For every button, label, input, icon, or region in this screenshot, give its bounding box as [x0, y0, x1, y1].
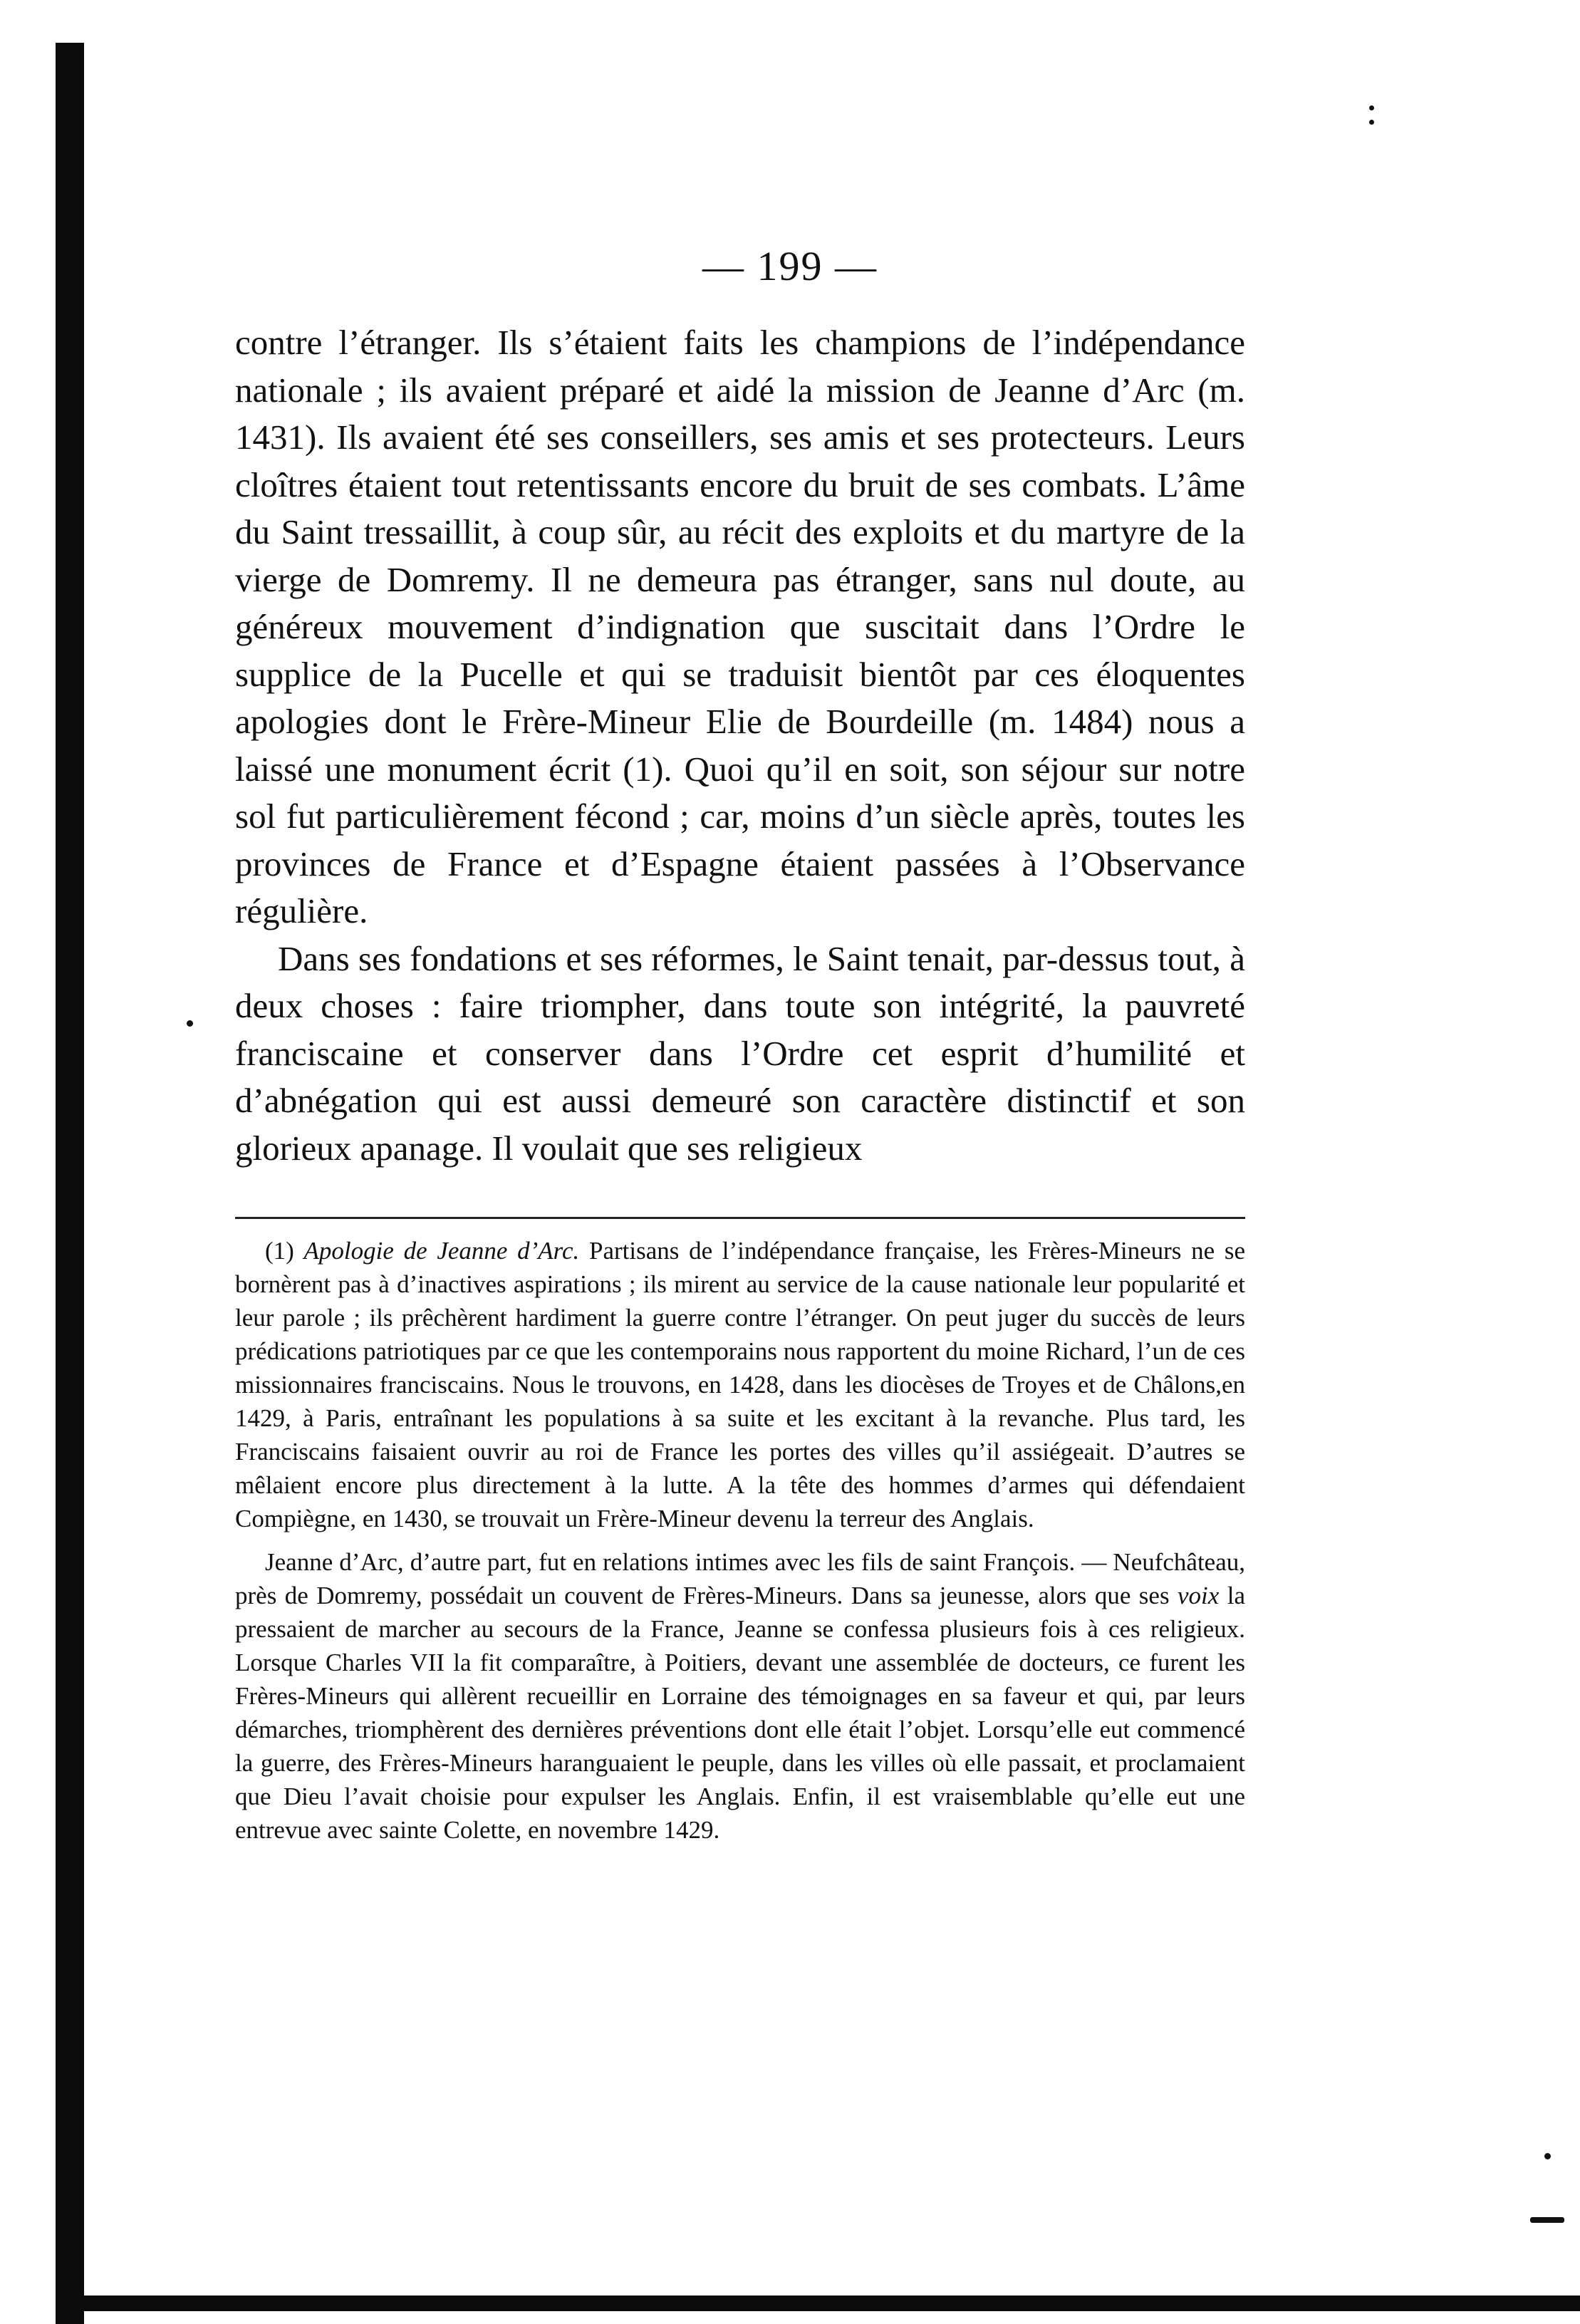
scan-speck [1544, 2153, 1551, 2159]
footnote-1 [235, 1234, 1245, 1535]
body-paragraph: Dans ses fondations et ses réformes, le Saint tenait, par-dessus tout, à deux choses : faire triompher, dans toute son intégrité, la pauvreté franciscaine et conserver dans l’Ordre cet esprit d’humilité et d’abnégation qui est aussi demeuré son caractère distinctif et son glorieux apanage. Il voulait que ses religieux [235, 938, 1245, 1168]
footnotes [235, 1234, 1245, 1847]
footnote-title: Apologie de Jeanne d’Arc. [303, 1237, 580, 1265]
scan-margin-left [56, 43, 84, 2324]
scan-margin-bottom [56, 2296, 1580, 2311]
footnote-text: la pressaient de marcher au secours de la France, Jeanne se confessa plusieurs fois à ces religieux. Lorsque Charles VII la fit comparaître, à Poitiers, devant une assemblée de docteurs, ce furent les Frères-Mineurs qui allèrent recueillir en Lorraine des témoignages en sa faveur et qui, par leurs démarches, triomphèrent des dernières préventions dont elle était l’objet. Lorsqu’elle eut commencé la guerre, des Frères-Mineurs haranguaient le peuple, dans les villes où elle passait, et proclamaient que Dieu l’avait choisie pour expulser les Anglais. Enfin, il est vraisemblable qu’elle eut une entrevue avec sainte Colette, en novembre 1429. [235, 1582, 1245, 1844]
footnote-ref: (1) [265, 1237, 294, 1265]
footnote-text: Jeanne d’Arc, d’autre part, fut en relations intimes avec les fils de saint François. — Neufchâteau, près de Domremy, possédait un couvent de Frères-Mineurs. Dans sa jeunesse, alors que ses [235, 1548, 1245, 1609]
scan-speck [1369, 120, 1374, 125]
scan-speck [1369, 105, 1374, 110]
footnote-text: Partisans de l’indépendance française, les Frères-Mineurs ne se bornèrent pas à d’inactives aspirations ; ils mirent au service de la cause nationale leur popularité et leur parole ; ils prêchèrent hardiment la guerre contre l’étranger. On peut juger du succès de leurs prédications patriotiques par ce que les contemporains nous rapportent du moine Richard, l’un de ces missionnaires franciscains. Nous le trouvons, en 1428, dans les diocèses de Troyes et de Châlons,en 1429, à Paris, entraînant les populations à sa suite et les excitant à la revanche. Plus tard, les Franciscains faisaient ouvrir au roi de France les portes des villes qu’il assiégeait. D’autres se mêlaient encore plus directement à la lutte. A la tête des hommes d’armes qui défendaient Compiègne, en 1430, se trouvait un Frère-Mineur devenu la terreur des Anglais. [235, 1237, 1245, 1532]
footnote-emphasis: voix [1178, 1582, 1220, 1609]
scan-speck [187, 1020, 193, 1027]
scan-speck [1530, 2217, 1564, 2223]
footnote-separator [235, 1217, 1245, 1219]
footnote-2 [235, 1545, 1245, 1847]
page-number: — 199 — [702, 243, 878, 289]
body-paragraph: contre l’étranger. Ils s’étaient faits les champions de l’indépendance nationale ; ils avaient préparé et aidé la mission de Jeanne d’Arc (m. 1431). Ils avaient été ses conseillers, ses amis et ses protecteurs. Leurs cloîtres étaient tout retentissants encore du bruit de ses combats. L’âme du Saint tressaillit, à coup sûr, au récit des exploits et du martyre de la vierge de Domremy. Il ne demeura pas étranger, sans nul doute, au généreux mouvement d’indignation que suscitait dans l’Ordre le supplice de la Pucelle et qui se traduisit bientôt par ces éloquentes apologies dont le Frère-Mineur Elie de Bourdeille (m. 1484) nous a laissé une monument écrit (1). Quoi qu’il en soit, son séjour sur notre sol fut particulièrement fécond ; car, moins d’un siècle après, toutes les provinces de France et d’Espagne étaient passées à l’Observance régulière. [235, 323, 1245, 930]
main-text [235, 319, 1245, 1172]
